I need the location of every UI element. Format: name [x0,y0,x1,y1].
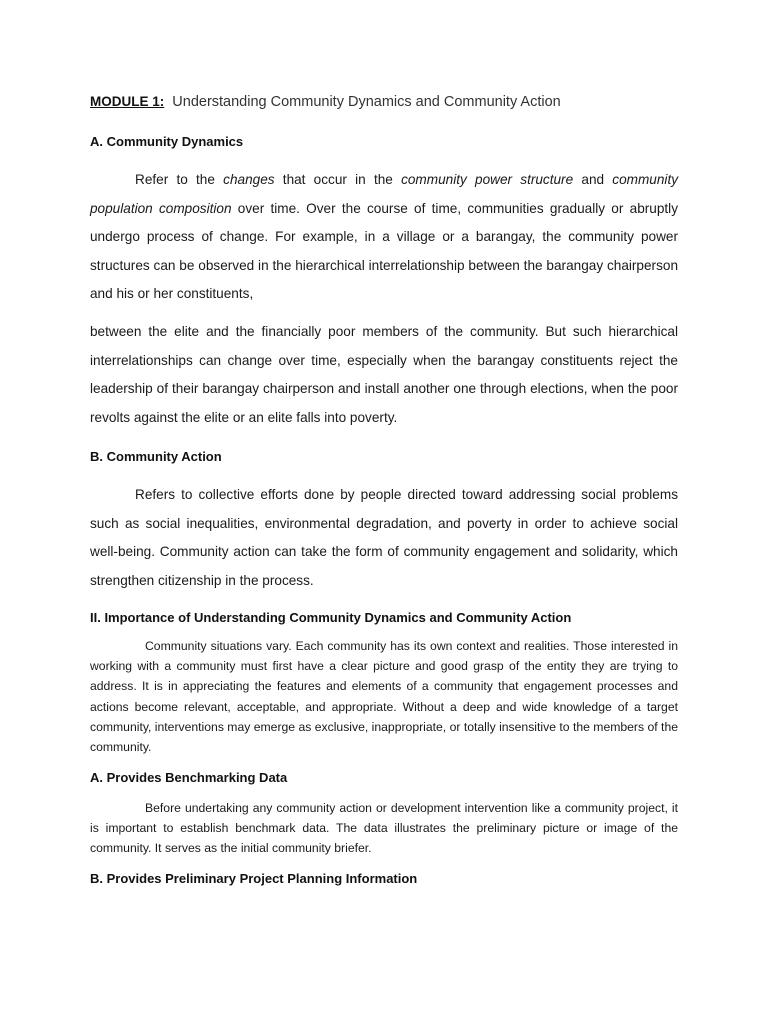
module-label: MODULE 1: [90,94,165,109]
paragraph-community-dynamics-1 [90,166,678,309]
text-run: and [573,172,613,187]
heading-community-action: B. Community Action [90,449,222,464]
module-title [90,94,690,110]
heading-benchmarking: A. Provides Benchmarking Data [90,770,288,785]
text-run: Refer to the [135,172,224,187]
heading-planning: B. Provides Preliminary Project Planning Information [90,871,418,886]
module-title-text: Understanding Community Dynamics and Community Action [172,94,561,110]
text-run: over time. Over the course of time, communities gradually or abruptly undergo process of change. For example, in a village or a barangay, the community power structures can be observed in the hierarchical interrelationship between the barangay chairperson and his or her constituents, [90,200,678,302]
emphasis-power-structure: community power structure [401,172,574,187]
text-run: that occur in the [274,172,402,187]
paragraph-community-dynamics-2: between the elite and the financially poor members of the community. But such hierarchical interrelationships can change over time, especially when the barangay constituents reject the leadership of their barangay chairperson and install another one through elections, when the poor revolts against the elite or an elite falls into poverty. [90,324,678,425]
heading-community-dynamics: A. Community Dynamics [90,134,244,149]
paragraph-benchmarking: Before undertaking any community action or development intervention like a community project, it is important to establish benchmark data. The data illustrates the preliminary picture or image of the community. It serves as the initial community briefer. [90,801,678,856]
emphasis-population-composition: community population composition [90,172,679,216]
paragraph-importance: Community situations vary. Each community has its own context and realities. Those interested in working with a community must first have a clear picture and good grasp of the entity they are trying to address. It is in appreciating the features and elements of a community that engagement processes and actions become relevant, acceptable, and appropriate. Without a deep and wide knowledge of a target community, interventions may emerge as exclusive, inappropriate, or totally insensitive to the members of the community. [90,639,678,755]
paragraph-community-action: Refers to collective efforts done by people directed toward addressing social problems such as social inequalities, environmental degradation, and poverty in order to achieve social well-being. Community action can take the form of community engagement and solidarity, which strengthen citizenship in the process. [90,487,678,588]
heading-importance: II. Importance of Understanding Community Dynamics and Community Action [90,610,572,625]
emphasis-changes: changes [223,172,275,187]
